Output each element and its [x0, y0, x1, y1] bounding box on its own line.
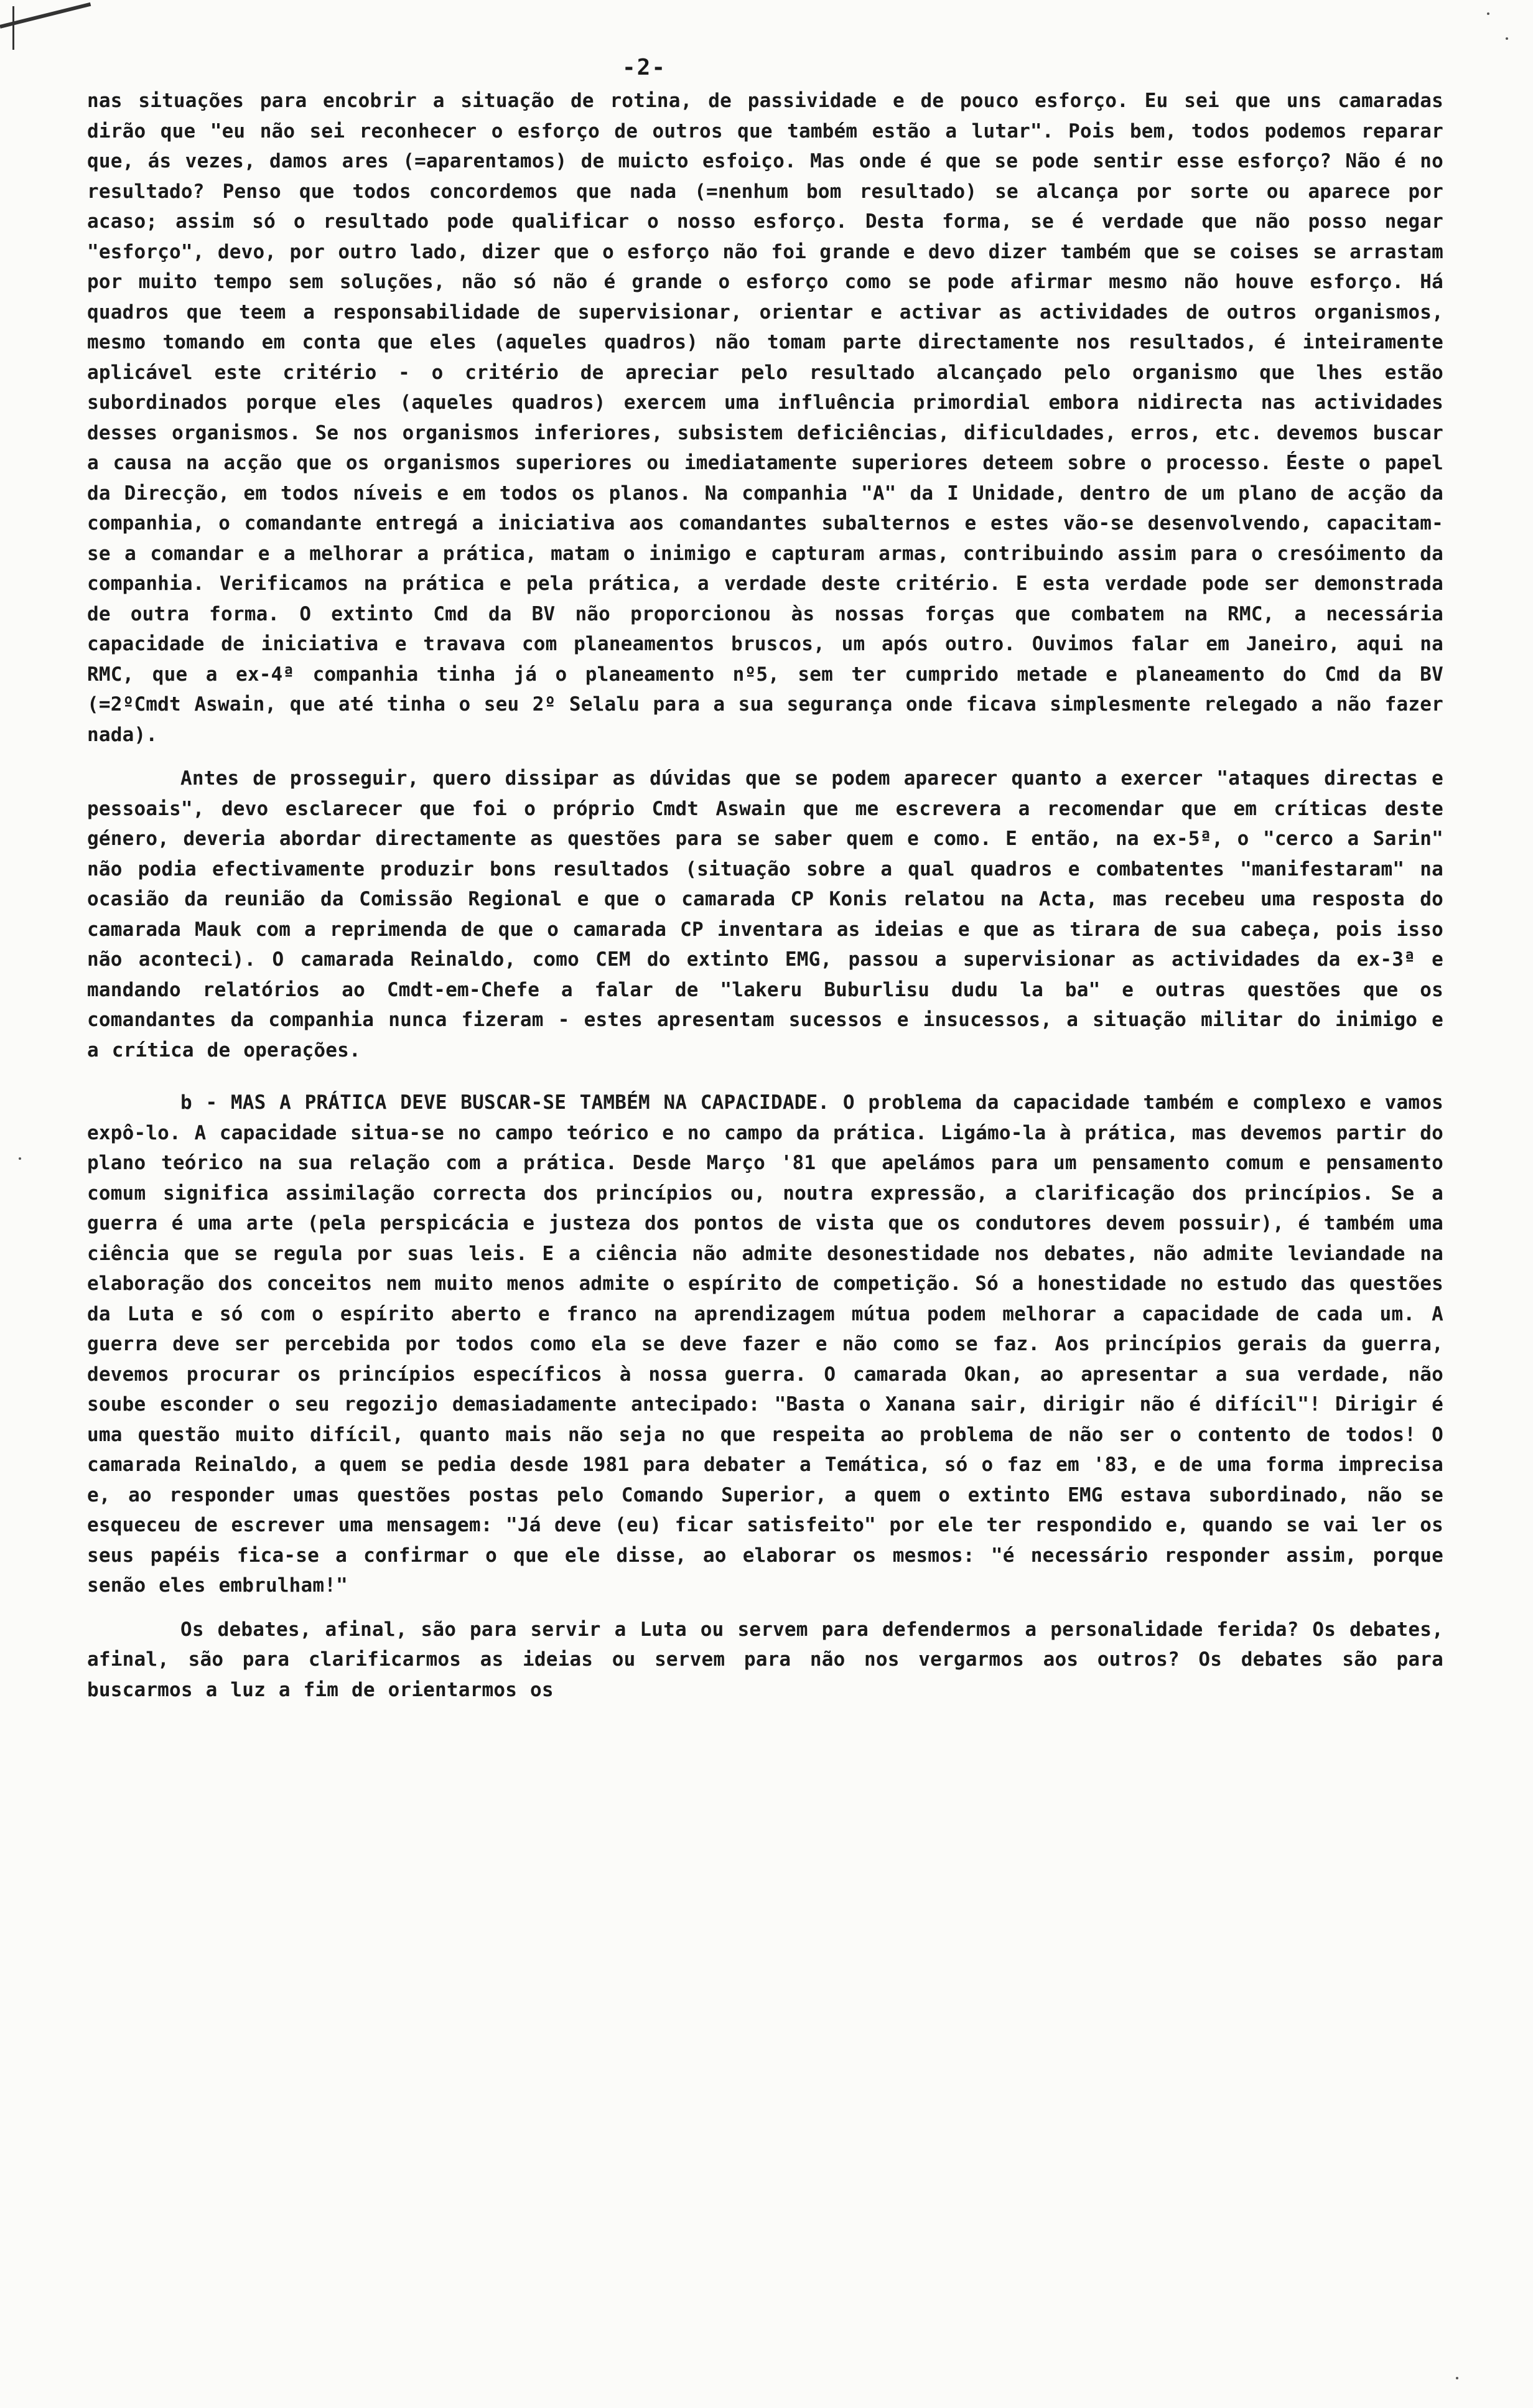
scan-speck	[1506, 37, 1508, 40]
paragraph: Antes de prosseguir, quero dissipar as dúvidas que se podem aparecer quanto a exercer "ataques directas e pessoais", devo esclarecer que foi o próprio Cmdt Aswain que me escrevera a recomendar que em críticas deste género, deveria abordar directamente as questões para se saber quem e como. E então, na ex-5ª, o "cerco a Sarin" não podia efectivamente produzir bons resultados (situação sobre a qual quadros e combatentes "manifestaram" na ocasião da reunião da Comissão Regional e que o camarada CP Konis relatou na Acta, mas recebeu uma resposta do camarada Mauk com a reprimenda de que o camarada CP inventara as ideias e que as tirara de sua cabeça, pois isso não aconteci). O camarada Reinaldo, como CEM do extinto EMG, passou a supervisionar as actividades da ex-3ª e mandando relatórios ao Cmdt-em-Chefe a falar de "lakeru Buburlisu dudu la ba" e outras questões que os comandantes da companhia nunca fizeram - estes apresentam sucessos e insucessos, a situação militar do inimigo e a crítica de operações.	[87, 767, 1443, 1062]
paragraph: nas situações para encobrir a situação de rotina, de passividade e de pouco esforço. Eu sei que uns camaradas dirão que "eu não sei reconhecer o esforço de outros que também estão a lutar". Pois bem, todos podemos reparar que, ás vezes, damos ares (=aparentamos) de muicto esfoiço. Mas onde é que se pode sentir esse esforço? Não é no resultado? Penso que todos concordemos que nada (=nenhum bom resultado) se alcança por sorte ou aparece por acaso; assim só o resultado pode qualificar o nosso esforço. Desta forma, se é verdade que não posso negar "esforço", devo, por outro lado, dizer que o esforço não foi grande e devo dizer também que se coises se arrastam por muito tempo sem soluções, não só não é grande o esforço como se pode afirmar mesmo não houve esforço. Há quadros que teem a responsabilidade de supervisionar, orientar e activar as actividades de outros organismos, mesmo tomando em conta que eles (aqueles quadros) não tomam parte directamente nos resultados, é inteiramente aplicável este critério - o critério de apreciar pelo resultado alcançado pelo organismo que lhes estão subordinados porque eles (aqueles quadros) exercem uma influência primordial embora nidirecta nas actividades desses organismos. Se nos organismos inferiores, subsistem deficiências, dificuldades, erros, etc. devemos buscar a causa na acção que os organismos superiores ou imediatamente superiores deteem sobre o processo. Éeste o papel da Direcção, em todos níveis e em todos os planos. Na companhia "A" da I Unidade, dentro de um plano de acção da companhia, o comandante entregá a iniciativa aos comandantes subalternos e estes vão-se desenvolvendo, capacitam-se a comandar e a melhorar a prática, matam o inimigo e capturam armas, contribuindo assim para o cresóimento da companhia. Verificamos na prática e pela prática, a verdade deste critério. E esta verdade pode ser demonstrada de outra forma. O extinto Cmd da BV não proporcionou às nossas forças que combatem na RMC, a necessária capacidade de iniciativa e travava com planeamentos bruscos, um após outro. Ouvimos falar em Janeiro, aqui na RMC, que a ex-4ª companhia tinha já o planeamento nº5, sem ter cumprido metade e planeamento do Cmd da BV (=2ºCmdt Aswain, que até tinha o seu 2º Selalu para a sua segurança onde ficava simplesmente relegado a não fazer nada).	[87, 90, 1443, 746]
section-paragraph: b - MAS A PRÁTICA DEVE BUSCAR-SE TAMBÉM NA CAPACIDADE. O problema da capacidade também e complexo e vamos expô-lo. A capacidade situa-se no campo teórico e no campo da prática. Ligámo-la à prática, mas devemos partir do plano teórico na sua relação com a prática. Desde Março '81 que apelámos para um pensamento comum e pensamento comum significa assimilação correcta dos princípios ou, noutra expressão, a clarificação dos princípios. Se a guerra é uma arte (pela perspicácia e justeza dos pontos de vista que os condutores devem possuir), é também uma ciência que se regula por suas leis. E a ciência não admite desonestidade nos debates, não admite leviandade na elaboração dos conceitos nem muito menos admite o espírito de competição. Só a honestidade no estudo das questões da Luta e só com o espírito aberto e franco na aprendizagem mútua podem melhorar a capacidade de cada um. A guerra deve ser percebida por todos como ela se deve fazer e não como se faz. Aos princípios gerais da guerra, devemos procurar os princípios específicos à nossa guerra. O camarada Okan, ao apresentar a sua verdade, não soube esconder o seu regozijo demasiadamente antecipado: "Basta o Xanana sair, dirigir não é difícil"! Dirigir é uma questão muito difícil, quanto mais não seja no que respeita ao problema de não ser o contento de todos! O camarada Reinaldo, a quem se pedia desde 1981 para debater a Temática, só o faz em '83, e de uma forma imprecisa e, ao responder umas questões postas pelo Comando Superior, a quem o extinto EMG estava subordinado, não se esqueceu de escrever uma mensagem: "Já deve (eu) ficar satisfeito" por ele ter respondido e, quando se vai ler os seus papéis fica-se a confirmar o que ele disse, ao elaborar os mesmos: "é necessário responder assim, porque senão eles embrulham!"	[87, 1091, 1443, 1597]
scan-speck	[19, 1157, 21, 1160]
scan-speck	[1487, 12, 1489, 15]
body-text	[87, 86, 1443, 1719]
page-number: -2-	[622, 55, 667, 80]
scan-speck	[1456, 2377, 1458, 2379]
scan-artifact-tick	[12, 6, 14, 50]
paragraph: Os debates, afinal, são para servir a Luta ou servem para defendermos a personalidade ferida? Os debates, afinal, são para clarificarmos as ideias ou servem para não nos vergarmos aos outros? Os debates são para buscarmos a luz a fim de orientarmos os	[87, 1618, 1443, 1701]
